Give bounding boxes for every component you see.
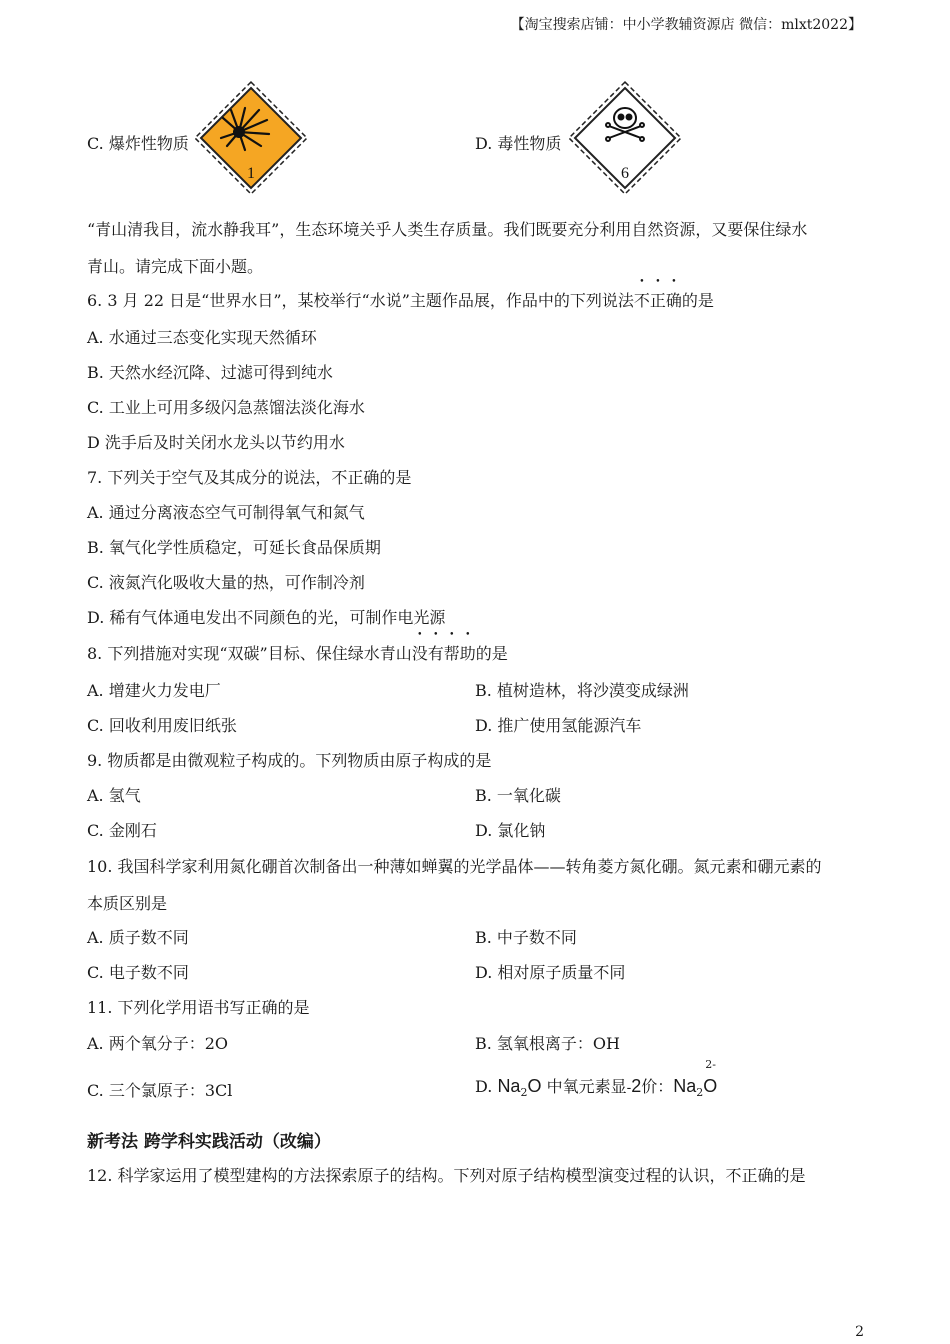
- q8-stem: 8. 下列措施对实现“双碳”目标、保住绿水青山没有帮助的是: [87, 644, 508, 663]
- q8-option-a: A. 增建火力发电厂: [87, 681, 221, 700]
- q8-option-c: C. 回收利用废旧纸张: [87, 716, 237, 735]
- q6-stem: 6. 3 月 22 日是“世界水日”，某校举行“水说”主题作品展，作品中的下列说法不正确的是: [87, 291, 714, 310]
- q9-option-a: A. 氢气: [87, 786, 141, 805]
- intro-line-1: “青山清我目，流水静我耳”，生态环境关乎人类生存质量。我们既要充分利用自然资源，又要保住绿水: [87, 220, 808, 239]
- q10-stem-line-2: 本质区别是: [87, 894, 168, 913]
- q11-stem: 11. 下列化学用语书写正确的是: [87, 998, 310, 1017]
- option-d-label: D. 毒性物质: [475, 134, 562, 153]
- q9-option-d: D. 氯化钠: [475, 821, 546, 840]
- explosive-class-number: 1: [247, 165, 255, 182]
- toxic-hazard-sign-icon: [567, 80, 683, 196]
- q6-option-a: A. 水通过三态变化实现天然循环: [87, 328, 317, 347]
- q6-option-b: B. 天然水经沉降、过滤可得到纯水: [87, 363, 333, 382]
- q6-option-c: C. 工业上可用多级闪急蒸馏法淡化海水: [87, 398, 365, 417]
- section-title: 新考法 跨学科实践活动（改编）: [87, 1132, 331, 1152]
- q11-option-a: A. 两个氧分子：2O: [87, 1034, 229, 1053]
- page-number: 2: [855, 1324, 864, 1340]
- option-c-label: C. 爆炸性物质: [87, 134, 189, 153]
- q7-stem: 7. 下列关于空气及其成分的说法，不正确的是: [87, 468, 412, 487]
- q7-option-c: C. 液氮汽化吸收大量的热，可作制冷剂: [87, 573, 365, 592]
- q7-option-b: B. 氧气化学性质稳定，可延长食品保质期: [87, 538, 381, 557]
- q8-option-d: D. 推广使用氢能源汽车: [475, 716, 642, 735]
- intro-line-2: 青山。请完成下面小题。: [87, 257, 264, 276]
- q9-option-b: B. 一氧化碳: [475, 786, 561, 805]
- q10-option-a: A. 质子数不同: [87, 928, 189, 947]
- q11-option-b: B. 氢氧根离子：OH: [475, 1034, 621, 1053]
- q10-option-d: D. 相对原子质量不同: [475, 963, 626, 982]
- q10-option-b: B. 中子数不同: [475, 928, 577, 947]
- q12-stem: 12. 科学家运用了模型建构的方法探索原子的结构。下列对原子结构模型演变过程的认识，不正确的是: [87, 1166, 806, 1185]
- explosive-hazard-sign-icon: [193, 80, 309, 196]
- toxic-class-number: 6: [621, 165, 629, 182]
- q6-option-d: D 洗手后及时关闭水龙头以节约用水: [87, 433, 345, 452]
- page-header: 【淘宝搜索店铺：中小学教辅资源店 微信：mlxt2022】: [510, 17, 862, 33]
- q11-option-c: C. 三个氯原子：3Cl: [87, 1081, 233, 1100]
- q10-option-c: C. 电子数不同: [87, 963, 189, 982]
- q7-option-d: D. 稀有气体通电发出不同颜色的光，可制作电光源: [87, 608, 446, 627]
- q9-stem: 9. 物质都是由微观粒子构成的。下列物质由原子构成的是: [87, 751, 492, 770]
- q10-stem-line-1: 10. 我国科学家利用氮化硼首次制备出一种薄如蝉翼的光学晶体——转角菱方氮化硼。氮元素和硼元素的: [87, 857, 822, 876]
- q11-option-d: D. $Na_2O$ 中氧元素显-2价：$Na_2$ 2- O: [475, 1058, 718, 1099]
- q7-option-a: A. 通过分离液态空气可制得氧气和氮气: [87, 503, 365, 522]
- q8-option-b: B. 植树造林，将沙漠变成绿洲: [475, 681, 689, 700]
- q9-option-c: C. 金刚石: [87, 821, 157, 840]
